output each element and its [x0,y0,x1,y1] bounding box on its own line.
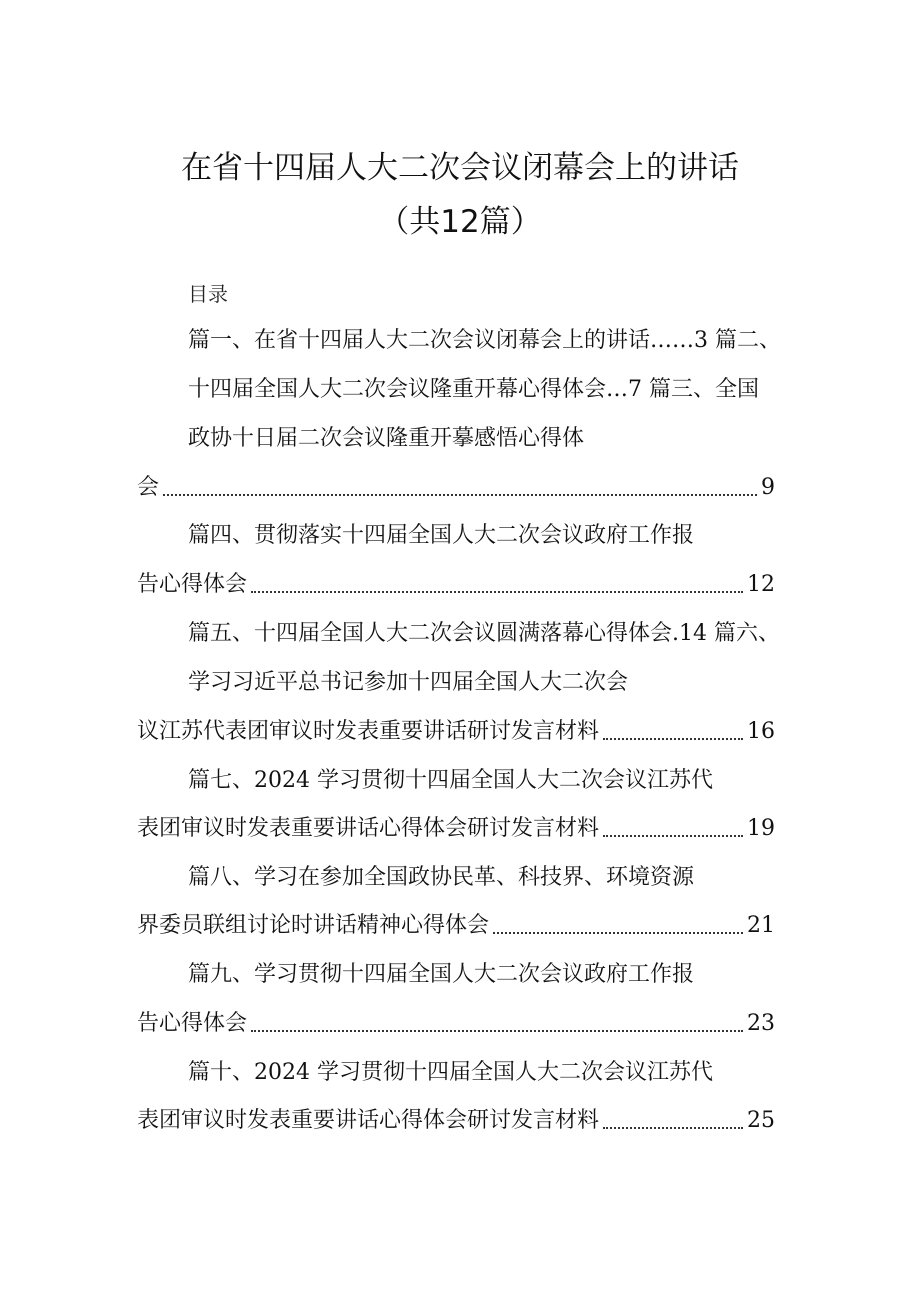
toc-entry [137,718,775,746]
toc-line: 篇五、十四届全国人大二次会议圆满落幕心得体会.14 篇六、 [188,621,780,646]
toc-entry [137,571,775,599]
dot-leader [163,494,757,496]
dot-leader [251,1030,743,1032]
toc-page-number: 23 [747,1011,775,1036]
toc-page-number: 16 [747,719,775,744]
toc-entry-text: 告心得体会 [137,572,248,597]
toc-page-number: 25 [747,1108,775,1133]
toc-entry [137,815,775,843]
dot-leader [603,835,743,837]
toc-entry-text: 议江苏代表团审议时发表重要讲话研讨发言材料 [137,719,600,744]
toc-entry [137,1107,775,1135]
dot-leader [493,932,743,934]
dot-leader [251,591,743,593]
document-title: 在省十四届人大二次会议闭幕会上的讲话 [181,150,739,186]
toc-line: 篇一、在省十四届人大二次会议闭幕会上的讲话……3 篇二、 [188,328,781,353]
toc-heading: 目录 [188,282,228,306]
toc-entry-text: 告心得体会 [137,1011,248,1036]
toc-page-number: 19 [747,816,775,841]
toc-line: 十四届全国人大二次会议隆重开幕心得体会…7 篇三、全国 [188,377,759,402]
toc-line: 政协十日届二次会议隆重开摹感悟心得体 [188,426,585,451]
toc-line: 篇八、学习在参加全国政协民革、科技界、环境资源 [188,865,695,890]
toc-line: 篇九、学习贯彻十四届全国人大二次会议政府工作报 [188,962,695,987]
toc-page-number: 9 [761,475,775,500]
toc-entry [137,912,775,940]
toc-entry-text: 会 [137,475,160,500]
dot-leader [603,1127,743,1129]
toc-line: 篇四、贯彻落实十四届全国人大二次会议政府工作报 [188,523,695,548]
toc-line: 篇七、2024 学习贯彻十四届全国人大二次会议江苏代 [188,768,713,793]
toc-entry [137,1010,775,1038]
toc-entry-text: 界委员联组讨论时讲话精神心得体会 [137,913,490,938]
toc-entry [137,474,775,502]
toc-line: 篇十、2024 学习贯彻十四届全国人大二次会议江苏代 [188,1060,713,1085]
toc-page-number: 21 [747,913,775,938]
toc-entry-text: 表团审议时发表重要讲话心得体会研讨发言材料 [137,816,600,841]
toc-entry-text: 表团审议时发表重要讲话心得体会研讨发言材料 [137,1108,600,1133]
toc-page-number: 12 [747,572,775,597]
toc-line: 学习习近平总书记参加十四届全国人大二次会 [188,670,629,695]
dot-leader [603,738,743,740]
document-subtitle: （共12篇） [378,204,542,240]
